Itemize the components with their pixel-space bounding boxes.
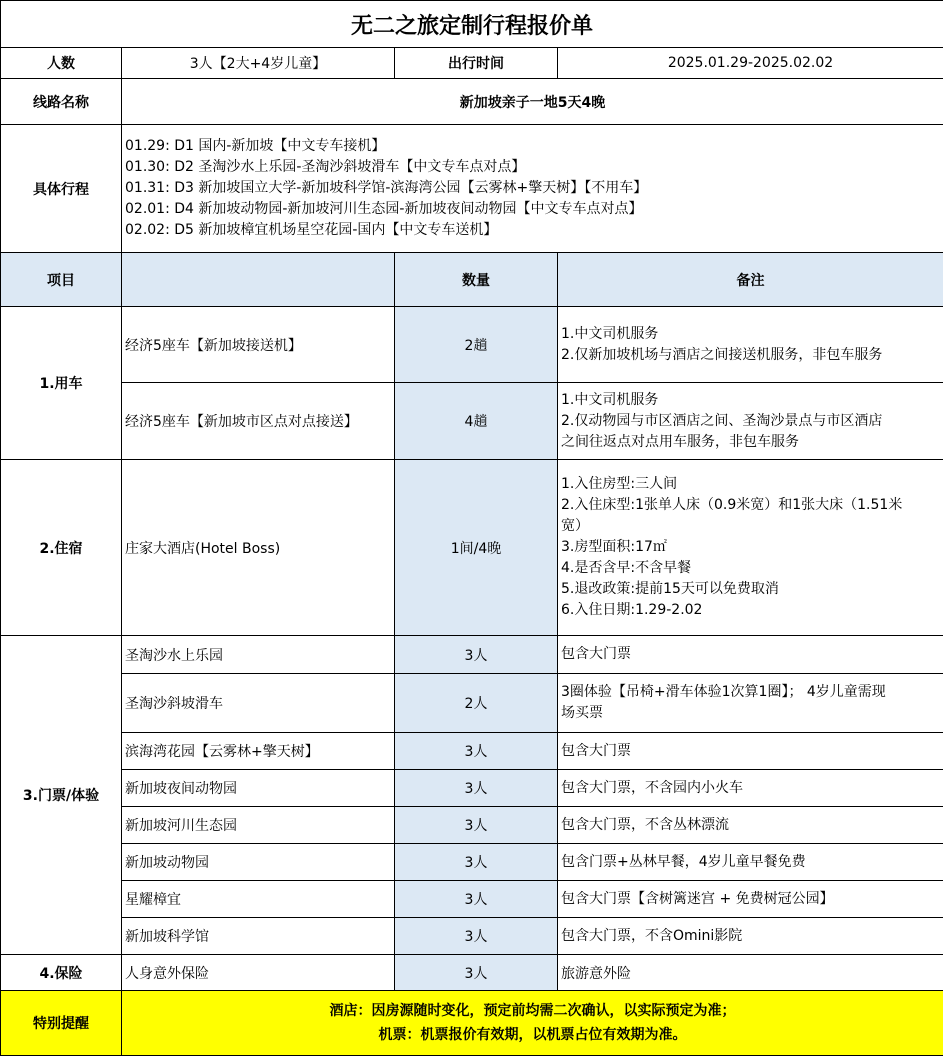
item-notes [558,881,943,918]
people-label: 人数 [1,48,122,79]
item-notes [558,307,943,383]
item-qty: 3人 [395,807,558,844]
note-line: 包含大门票 [561,742,631,759]
item-notes [558,383,943,460]
item-notes [558,733,943,770]
note-line: 包含门票+丛林早餐，4岁儿童早餐免费 [561,853,806,870]
page-title: 无二之旅定制行程报价单 [1,1,943,48]
note-line: 3.房型面积:17㎡ [561,539,667,555]
route-label: 线路名称 [1,79,122,125]
item-qty: 2人 [395,674,558,733]
header-qty: 数量 [395,253,558,307]
header-note: 备注 [558,253,943,307]
category-car: 1.用车 [1,307,122,460]
itinerary-list [122,125,943,253]
item-notes [558,636,943,674]
item-qty: 3人 [395,918,558,955]
category-tickets: 3.门票/体验 [1,636,122,955]
item-notes [558,674,943,733]
item-qty: 3人 [395,636,558,674]
itinerary-day: 01.31: D3 新加坡国立大学-新加坡科学馆-滨海湾公园【云雾林+擎天树】【不用车】 [125,180,648,196]
item-qty: 2趟 [395,307,558,383]
item-qty: 3人 [395,881,558,918]
note-line: 宽） [561,518,589,534]
item-qty: 3人 [395,955,558,991]
itinerary-day: 02.02: D5 新加坡樟宜机场星空花园-国内【中文专车送机】 [125,222,498,238]
note-line: 6.入住日期:1.29-2.02 [561,602,703,618]
note-line: 2.仅新加坡机场与酒店之间接送机服务，非包车服务 [561,346,883,363]
date-label: 出行时间 [395,48,558,79]
item-name: 滨海湾花园【云雾林+擎天树】 [122,733,395,770]
note-line: 包含大门票【含树篱迷宫 + 免费树冠公园】 [561,890,834,907]
header-item: 项目 [1,253,122,307]
item-name: 新加坡河川生态园 [122,807,395,844]
note-line: 1.中文司机服务 [561,325,659,342]
reminder-line: 机票：机票报价有效期，以机票占位有效期为准。 [378,1027,687,1043]
item-name: 新加坡动物园 [122,844,395,881]
note-line: 1.入住房型:三人间 [561,476,678,492]
item-notes [558,844,943,881]
itinerary-day: 01.29: D1 国内-新加坡【中文专车接机】 [125,138,386,154]
note-line: 场买票 [561,705,603,721]
item-qty: 3人 [395,770,558,807]
date-value: 2025.01.29-2025.02.02 [558,48,943,79]
item-qty: 3人 [395,733,558,770]
item-qty: 1间/4晚 [395,460,558,636]
reminder-line: 酒店：因房源随时变化，预定前均需二次确认，以实际预定为准； [329,1003,736,1019]
item-name: 星耀樟宜 [122,881,395,918]
item-notes [558,918,943,955]
item-name: 圣淘沙水上乐园 [122,636,395,674]
note-line: 包含大门票，不含园内小火车 [561,779,743,796]
note-line: 3圈体验【吊椅+滑车体验1次算1圈】； 4岁儿童需现 [561,684,886,700]
note-line: 包含大门票，不含Omini影院 [561,927,743,944]
note-line: 1.中文司机服务 [561,391,659,408]
note-line: 包含大门票，不含丛林漂流 [561,816,729,833]
route-value: 新加坡亲子一地5天4晚 [122,79,943,125]
itinerary-label: 具体行程 [1,125,122,253]
item-notes [558,770,943,807]
note-line: 包含大门票 [561,646,631,662]
note-line: 4.是否含早:不含早餐 [561,560,692,576]
item-name: 圣淘沙斜坡滑车 [122,674,395,733]
item-name: 经济5座车【新加坡接送机】 [122,307,395,383]
itinerary-day: 02.01: D4 新加坡动物园-新加坡河川生态园-新加坡夜间动物园【中文专车点对点】 [125,201,643,217]
item-name: 人身意外保险 [122,955,395,991]
item-name: 经济5座车【新加坡市区点对点接送】 [122,383,395,460]
item-notes: 旅游意外险 [558,955,943,991]
reminder-text [122,991,943,1056]
category-hotel: 2.住宿 [1,460,122,636]
reminder-label: 特别提醒 [1,991,122,1056]
header-blank [122,253,395,307]
item-notes [558,460,943,636]
item-name: 庄家大酒店(Hotel Boss) [122,460,395,636]
note-line: 之间往返点对点用车服务，非包车服务 [561,433,799,450]
item-qty: 3人 [395,844,558,881]
item-notes [558,807,943,844]
note-line: 2.仅动物园与市区酒店之间、圣淘沙景点与市区酒店 [561,412,883,429]
item-qty: 4趟 [395,383,558,460]
note-line: 2.入住床型:1张单人床（0.9米宽）和1张大床（1.51米 [561,497,903,513]
category-insurance: 4.保险 [1,955,122,991]
item-name: 新加坡夜间动物园 [122,770,395,807]
itinerary-day: 01.30: D2 圣淘沙水上乐园-圣淘沙斜坡滑车【中文专车点对点】 [125,159,526,175]
note-line: 5.退改政策:提前15天可以免费取消 [561,581,779,597]
item-name: 新加坡科学馆 [122,918,395,955]
people-value: 3人【2大+4岁儿童】 [122,48,395,79]
